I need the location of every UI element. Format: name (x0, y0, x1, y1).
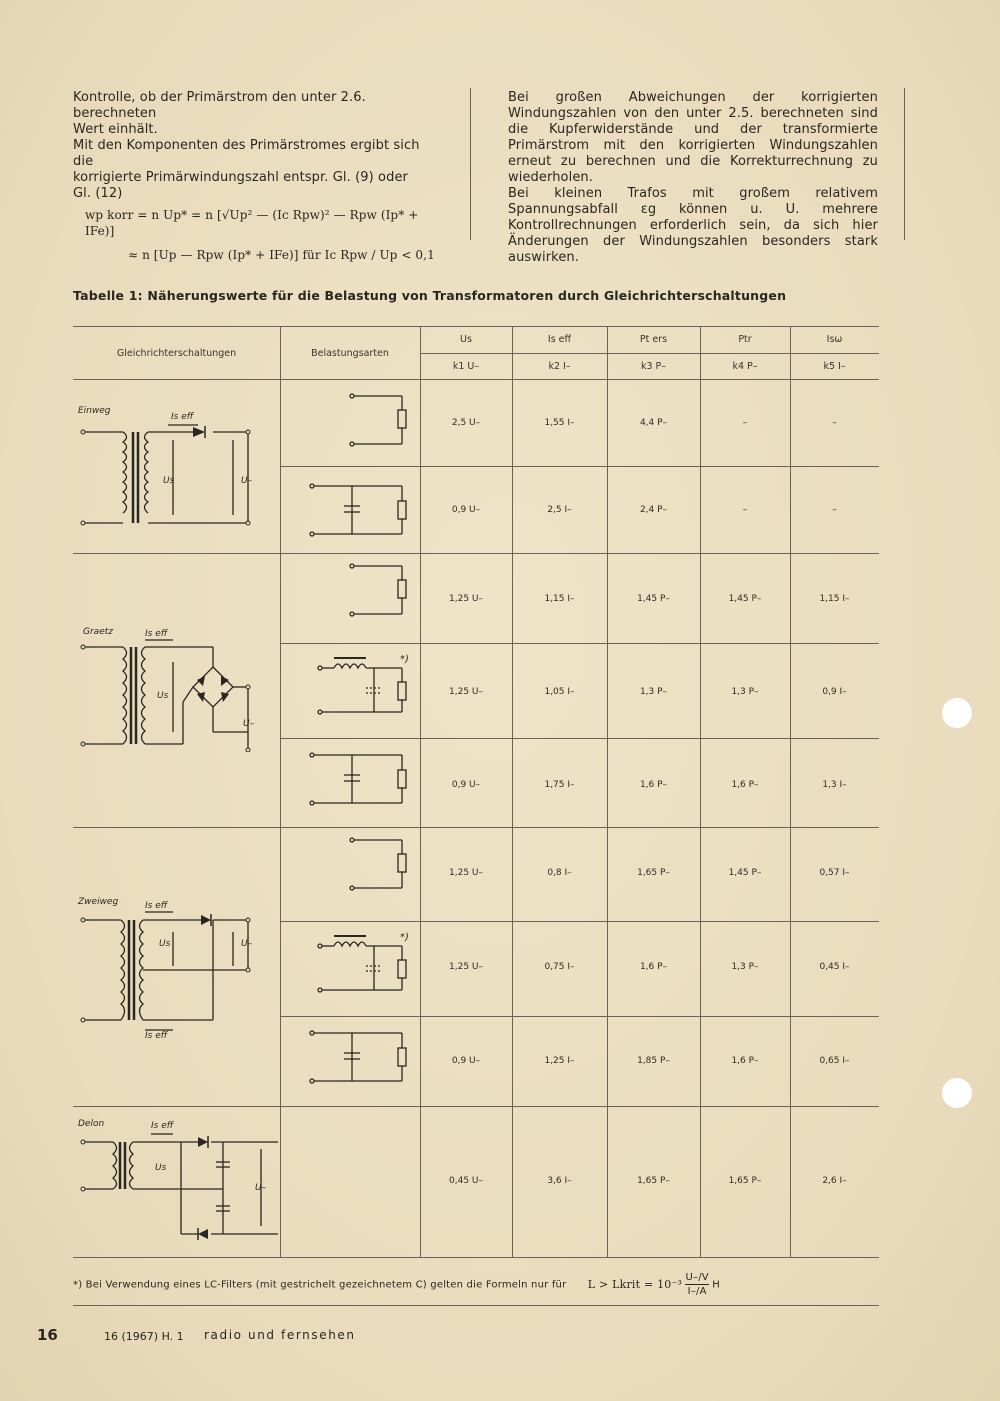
column-rule (790, 326, 791, 1257)
text-line: Mit den Komponenten des Primärstromes ergibt sich die (73, 138, 420, 169)
label-us: Us (155, 1163, 167, 1173)
fraction-denominator: I–/A (687, 1286, 707, 1297)
lc-filter-load-symbol (290, 928, 420, 1008)
table-cell: 1,25 U– (449, 868, 483, 878)
resistive-load-symbol (290, 832, 420, 912)
column-rule (700, 326, 701, 1257)
header-rule (73, 379, 879, 380)
table-cell: 1,45 P– (728, 868, 762, 878)
table-cell: 1,6 P– (639, 962, 668, 972)
resistive-load-symbol (290, 388, 420, 468)
table-cell: 2,6 I– (822, 1176, 847, 1186)
footnote-marker: *) (400, 654, 409, 665)
table-cell: 0,8 I– (547, 868, 572, 878)
paragraph: Bei großen Abweichungen der korrigierten Windungszahlen von den unter 2.5. berechneten sind die Kupferwiderstände und der transformierte Primärstrom mit den korrigierten Windungszahlen erneut zu berechnen und die Korrekturrechnung zu wiederholen. (508, 90, 878, 185)
table-cell: 1,3 P– (731, 962, 759, 972)
label-u-minus: U– (241, 476, 253, 486)
text-line: korrigierte Primärwindungszahl entspr. Gl. (9) oder (73, 170, 408, 185)
header-cell: Isω (826, 334, 843, 345)
label-is-eff: Is eff (145, 629, 168, 639)
text-line: Wert einhält. (73, 122, 158, 137)
table-cell: 0,9 U– (451, 1056, 481, 1066)
header-midline (420, 353, 879, 354)
table-cell: 0,9 U– (451, 780, 481, 790)
table-cell: – (742, 418, 748, 428)
table-cell: 1,6 P– (639, 780, 668, 790)
table-cell: 1,65 P– (637, 868, 670, 878)
label-u-minus: U– (241, 939, 253, 949)
header-cell: Ptr (738, 334, 752, 345)
table-cell: 1,25 I– (544, 1056, 575, 1066)
header-cell: k4 P– (732, 361, 758, 372)
column-edge (904, 88, 905, 240)
column-rule (280, 326, 281, 1257)
table-title: Tabelle 1: Näherungswerte für die Belastung von Transformatoren durch Gleichrichterschaltungen (73, 288, 787, 303)
label-u-minus: U– (243, 719, 255, 729)
table-cell: 4,4 P– (639, 418, 668, 428)
label-is-eff: Is eff (171, 412, 194, 422)
text-line: Kontrolle, ob der Primärstrom den unter 2.6. berechneten (73, 90, 366, 121)
footnote-unit: H (712, 1279, 720, 1291)
table-cell: 2,4 P– (639, 505, 668, 515)
capacitive-load-symbol (290, 745, 420, 825)
table-cell: 0,9 I– (822, 687, 847, 697)
header-cell: Pt ers (639, 334, 668, 345)
column-rule (512, 326, 513, 1257)
table-cell: 1,15 I– (819, 594, 850, 604)
delon-circuit-diagram (73, 1114, 278, 1254)
page-number: 16 (37, 1326, 58, 1344)
header-cell: Is eff (547, 334, 572, 345)
text-column-right (508, 90, 878, 266)
graetz-circuit-diagram (73, 622, 278, 752)
table-rule-bottom (73, 1257, 879, 1258)
table-cell: 1,6 P– (731, 1056, 759, 1066)
group-rule (73, 553, 879, 554)
paragraph: Bei kleinen Trafos mit großem relativem Spannungsabfall εg können u. U. mehrere Kontrollrechnungen erforderlich sein, da sich hier Änderungen der Windungszahlen besonders stark auswirken. (508, 186, 878, 265)
table-cell: 0,9 U– (451, 505, 481, 515)
label-is-eff: Is eff (151, 1121, 174, 1131)
zweiweg-circuit-diagram (73, 892, 278, 1042)
table-cell: – (742, 505, 748, 515)
resistive-load-symbol (290, 558, 420, 638)
table-cell: 1,45 P– (637, 594, 670, 604)
table-cell: 2,5 U– (451, 418, 481, 428)
label-einweg: Einweg (78, 406, 111, 416)
group-rule (73, 1106, 879, 1107)
table-cell: 2,5 I– (547, 505, 572, 515)
column-divider (470, 88, 471, 240)
label-zweiweg: Zweiweg (78, 897, 119, 907)
label-u-minus: U– (255, 1183, 267, 1193)
binder-hole (942, 698, 972, 728)
table-cell: 1,05 I– (544, 687, 575, 697)
footer-rule (73, 1305, 879, 1306)
table-cell: 1,3 P– (639, 687, 668, 697)
header-cell: k2 I– (548, 361, 571, 372)
issue-info: 16 (1967) H. 1 (104, 1330, 184, 1343)
group-rule (73, 827, 879, 828)
table-cell: 1,65 P– (728, 1176, 762, 1186)
label-us: Us (157, 691, 169, 701)
formula-block (73, 207, 441, 263)
table-cell: 1,85 P– (637, 1056, 670, 1066)
table-cell: 1,15 I– (544, 594, 575, 604)
text-column-left (73, 90, 441, 263)
table-cell: 1,55 I– (544, 418, 575, 428)
text-line: Gl. (12) (73, 186, 123, 201)
footnote (73, 1271, 720, 1298)
table-rule-top (73, 326, 879, 327)
table-cell: 0,75 I– (544, 962, 575, 972)
footnote-criterion: L > Lkrit = 10⁻³ (587, 1277, 683, 1291)
header-cell: k1 U– (452, 361, 480, 372)
header-cell: Us (460, 334, 472, 345)
label-is-eff: Is eff (145, 901, 168, 911)
label-graetz: Graetz (83, 627, 113, 637)
table-cell: 0,45 I– (819, 962, 850, 972)
magazine-name: radio und fernsehen (204, 1328, 356, 1342)
label-is-eff: Is eff (145, 1031, 168, 1041)
table-cell: 0,65 I– (819, 1056, 850, 1066)
table-cell: 3,6 I– (547, 1176, 572, 1186)
table-cell: – (832, 505, 837, 515)
fraction-numerator: U–/V (685, 1272, 709, 1283)
label-us: Us (163, 476, 175, 486)
label-us: Us (159, 939, 171, 949)
footnote-marker: *) (400, 932, 409, 943)
table-cell: 1,6 P– (731, 780, 759, 790)
einweg-circuit-diagram (73, 395, 278, 545)
formula-primary-windings: wp korr = n Up* = n [√Up² — (Ic Rpw)² — Rpw (Ip* + IFe)] (85, 208, 419, 238)
table-cell: 1,65 P– (637, 1176, 670, 1186)
header-cell: k3 P– (640, 361, 667, 372)
binder-hole (942, 1078, 972, 1108)
table-cell: 1,25 U– (449, 962, 483, 972)
label-delon: Delon (78, 1119, 105, 1129)
capacitive-load-symbol (290, 476, 420, 556)
column-rule (420, 326, 421, 1257)
table-cell: 0,45 U– (449, 1176, 483, 1186)
table-cell: 1,25 U– (449, 594, 483, 604)
table-cell: 1,75 I– (544, 780, 575, 790)
footnote-text: *) Bei Verwendung eines LC-Filters (mit gestrichelt gezeichnetem C) gelten die Formeln nur für (73, 1279, 567, 1291)
table-cell: 1,3 P– (731, 687, 759, 697)
header-load-types: Belastungsarten (311, 348, 389, 359)
formula-approximation: ≈ n [Up — Rpw (Ip* + IFe)] für Ic Rpw / Up < 0,1 (128, 248, 435, 262)
column-rule (607, 326, 608, 1257)
table-cell: 1,25 U– (449, 687, 483, 697)
table-cell: 0,57 I– (819, 868, 850, 878)
lc-filter-load-symbol (290, 650, 420, 730)
footnote-fraction (685, 1271, 708, 1298)
table-cell: 1,3 I– (822, 780, 847, 790)
header-cell: k5 I– (823, 361, 846, 372)
table-cell: 1,45 P– (728, 594, 762, 604)
header-circuits: Gleichrichterschaltungen (116, 348, 237, 359)
table-cell: – (832, 418, 837, 428)
capacitive-load-symbol (290, 1023, 420, 1103)
